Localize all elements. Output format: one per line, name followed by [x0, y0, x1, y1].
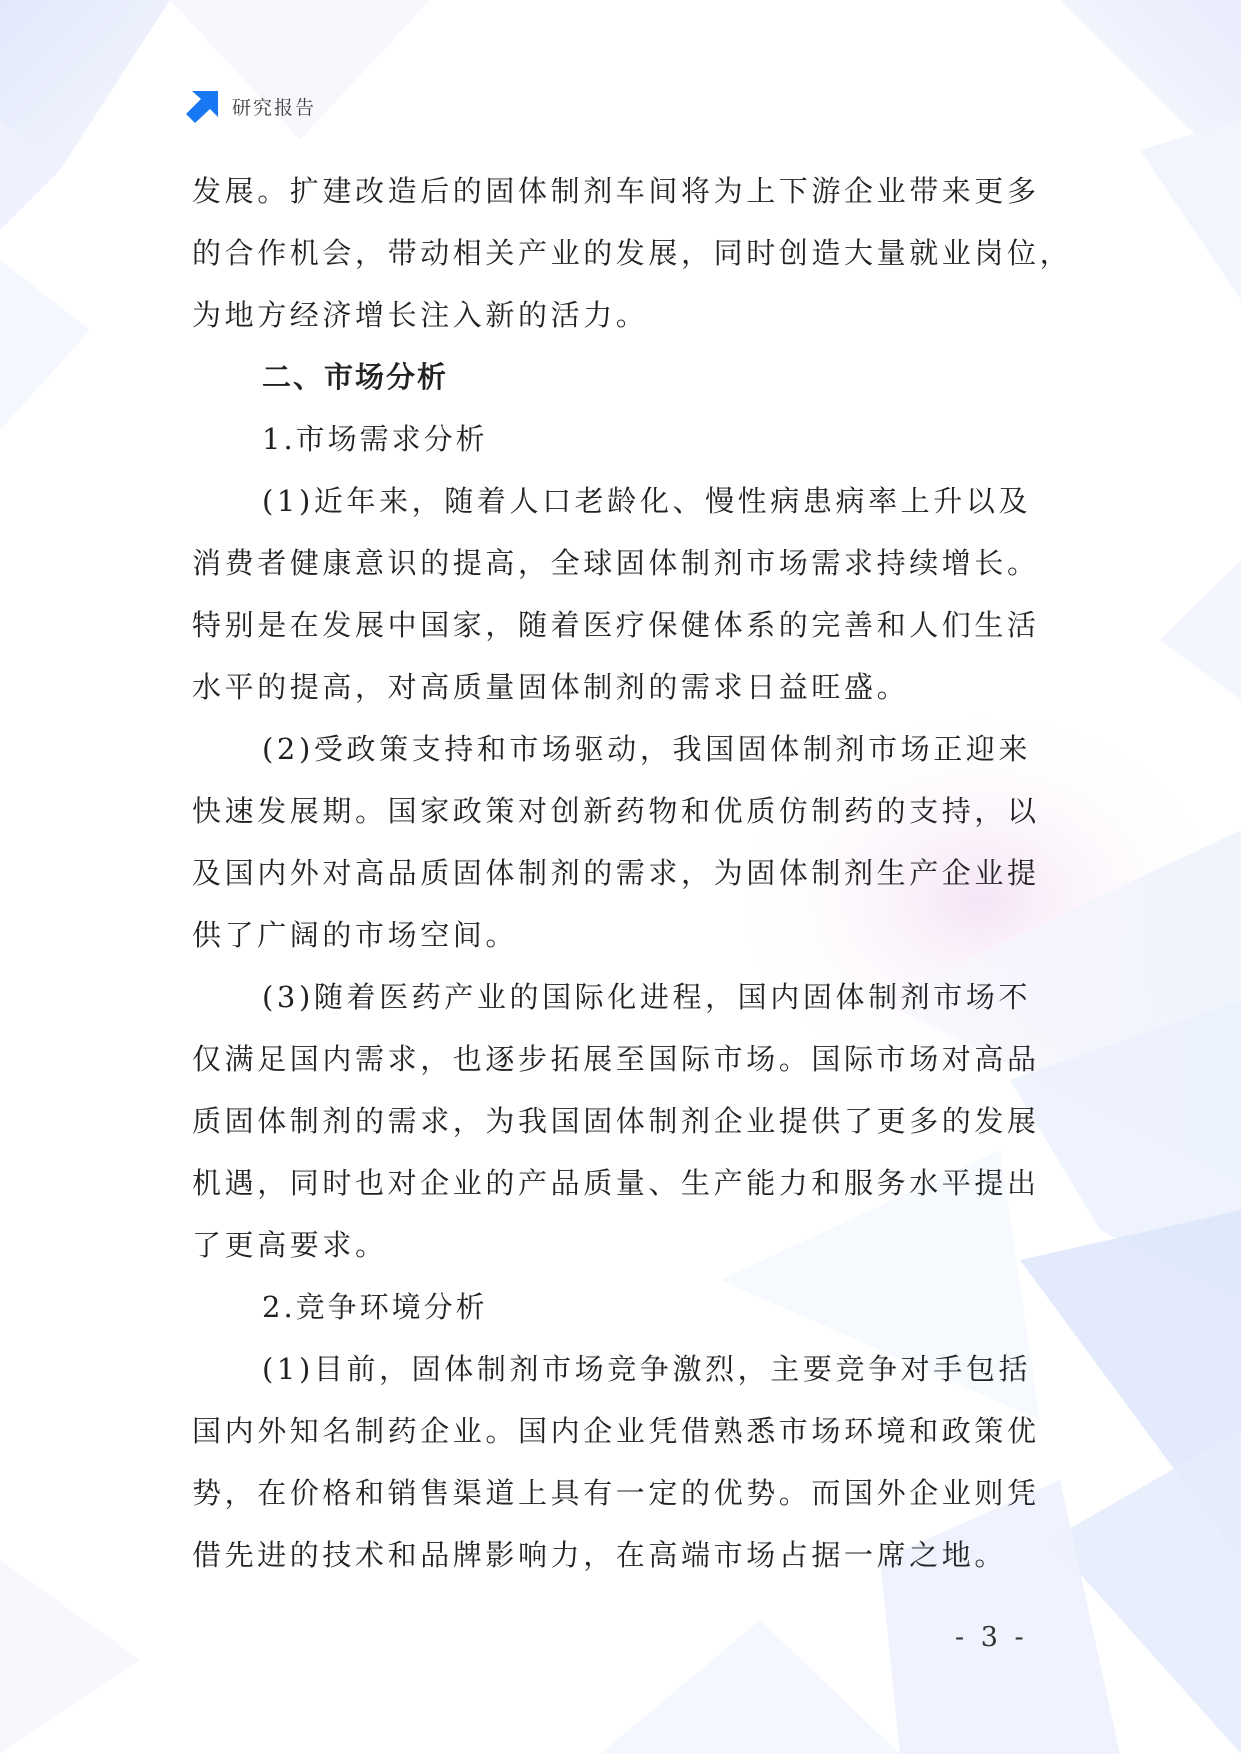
paragraph-line: 水平的提高，对高质量固体制剂的需求日益旺盛。: [192, 670, 910, 704]
report-header: [186, 88, 316, 124]
paragraph-line: (2)受政策支持和市场驱动，我国固体制剂市场正迎来: [262, 732, 1032, 766]
paragraph-line: 机遇，同时也对企业的产品质量、生产能力和服务水平提出: [192, 1166, 1040, 1200]
paragraph-line: (1)近年来，随着人口老龄化、慢性病患病率上升以及: [262, 484, 1032, 518]
paragraph-line: 的合作机会，带动相关产业的发展，同时创造大量就业岗位，: [192, 236, 1073, 270]
paragraph-line: 特别是在发展中国家，随着医疗保健体系的完善和人们生活: [192, 608, 1040, 642]
subsection-heading: 2.竞争环境分析: [262, 1290, 488, 1324]
document-body: [192, 160, 1073, 1586]
paragraph-line: 供了广阔的市场空间。: [192, 918, 519, 952]
subsection-heading: 1.市场需求分析: [262, 422, 488, 456]
paragraph-line: 发展。扩建改造后的固体制剂车间将为上下游企业带来更多: [192, 174, 1040, 208]
section-heading: 二、市场分析: [262, 360, 449, 394]
page-number: - 3 -: [955, 1622, 1028, 1653]
paragraph-line: 了更高要求。: [192, 1228, 388, 1262]
header-title: 研究报告: [232, 96, 317, 119]
paragraph-line: 及国内外对高品质固体制剂的需求，为固体制剂生产企业提: [192, 856, 1040, 890]
paragraph-line: 势，在价格和销售渠道上具有一定的优势。而国外企业则凭: [192, 1476, 1040, 1510]
paragraph-line: 快速发展期。国家政策对创新药物和优质仿制药的支持，以: [192, 794, 1040, 828]
paragraph-line: 仅满足国内需求，也逐步拓展至国际市场。国际市场对高品: [192, 1042, 1040, 1076]
arrow-up-right-icon: [186, 89, 220, 123]
paragraph-line: (3)随着医药产业的国际化进程，国内固体制剂市场不: [262, 980, 1032, 1014]
paragraph-line: 国内外知名制药企业。国内企业凭借熟悉市场环境和政策优: [192, 1414, 1040, 1448]
paragraph-line: 为地方经济增长注入新的活力。: [192, 298, 649, 332]
paragraph-line: 质固体制剂的需求，为我国固体制剂企业提供了更多的发展: [192, 1104, 1040, 1138]
paragraph-line: (1)目前，固体制剂市场竞争激烈，主要竞争对手包括: [262, 1352, 1032, 1386]
paragraph-line: 借先进的技术和品牌影响力，在高端市场占据一席之地。: [192, 1538, 1008, 1572]
paragraph-line: 消费者健康意识的提高，全球固体制剂市场需求持续增长。: [192, 546, 1040, 580]
